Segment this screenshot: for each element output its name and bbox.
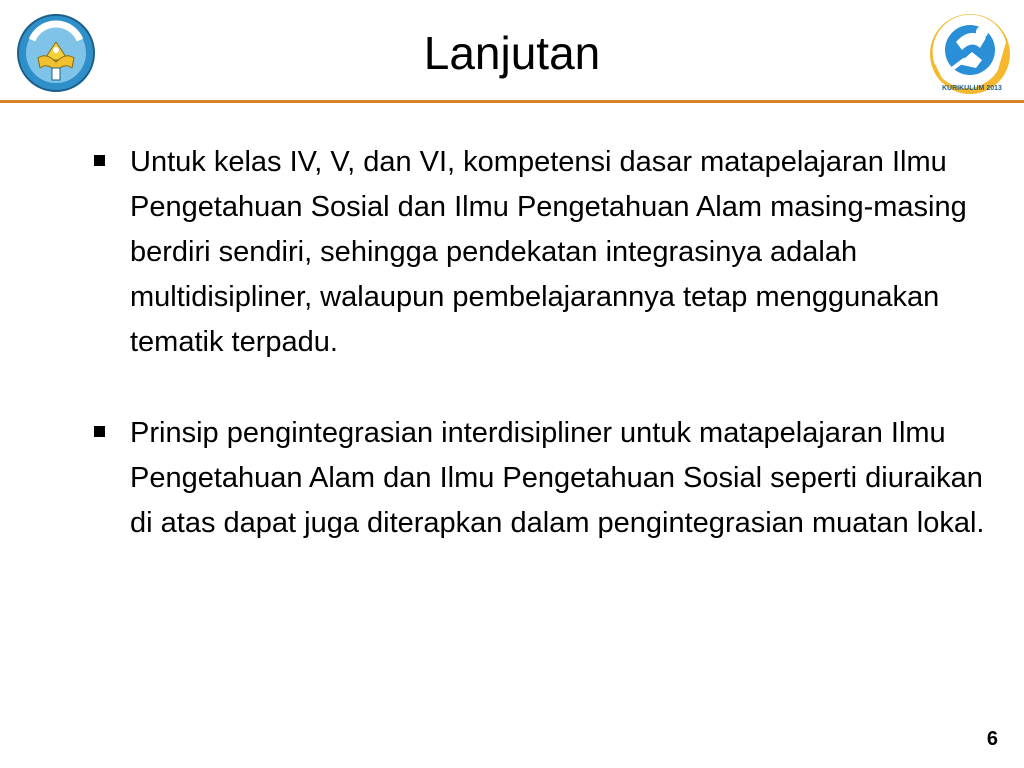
square-bullet-icon — [94, 426, 105, 437]
bullet-list — [92, 140, 992, 546]
bullet-item-2 — [92, 411, 992, 546]
title-divider — [0, 100, 1024, 103]
bullet-text-1: Untuk kelas IV, V, dan VI, kompetensi dasar matapelajaran Ilmu Pengetahuan Sosial dan Ilmu Pengetahuan Alam masing-masing berdiri sendiri, sehingga pendekatan integrasinya adalah multidisipliner, walaupun pembelajarannya tetap menggunakan tematik terpadu. — [130, 146, 967, 358]
kurikulum-2013-logo-icon — [928, 12, 1012, 96]
page-number: 6 — [986, 728, 998, 750]
square-bullet-icon — [94, 155, 105, 166]
slide-title: Lanjutan — [423, 27, 601, 79]
svg-text:KURIKULUM 2013: KURIKULUM 2013 — [942, 85, 1002, 92]
bullet-item-1 — [92, 140, 992, 365]
bullet-text-2: Prinsip pengintegrasian interdisipliner untuk matapelajaran Ilmu Pengetahuan Alam dan Ilmu Pengetahuan Sosial seperti diuraikan di atas dapat juga diterapkan dalam pengintegrasian muatan lokal. — [130, 417, 985, 539]
